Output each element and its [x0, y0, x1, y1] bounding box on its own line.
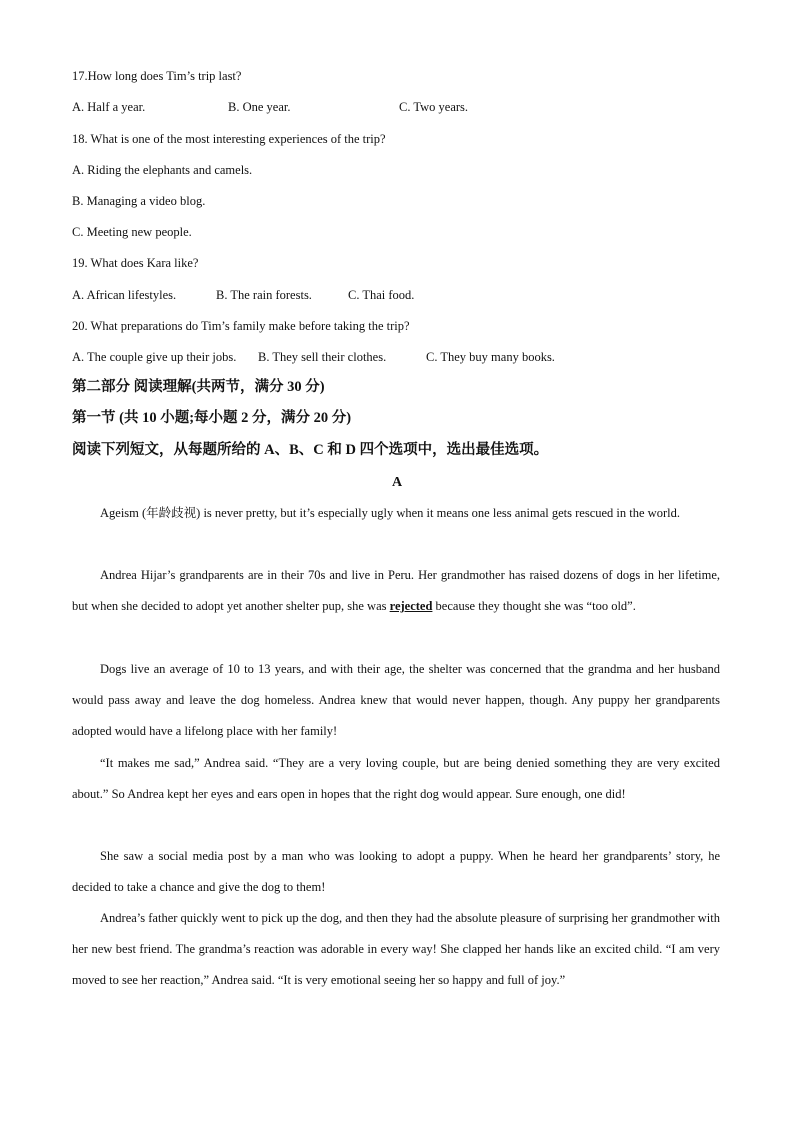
passage-paragraph-2-before: Andrea Hijar’s grandparents are in their 70s and live in Peru. Her grandmother has raised dozens of dogs in her lifetime, but when she decided to adopt yet another shelter pup, she was — [72, 568, 720, 614]
question-20-option-b: B. They sell their clothes. — [258, 350, 387, 364]
question-18-option-c: C. Meeting new people. — [72, 225, 192, 239]
passage-label: A — [391, 475, 403, 490]
passage-paragraph-3: Dogs live an average of 10 to 13 years, and with their age, the shelter was concerned that the grandma and her husband would pass away and leave the dog homeless. Andrea knew that would never happen, though. Any puppy her grandparents adopted would have a lifelong place with her family! — [72, 662, 720, 739]
question-17-option-c: C. Two years. — [399, 100, 469, 114]
question-18-stem: 18. What is one of the most interesting experiences of the trip? — [72, 132, 386, 146]
question-20-stem: 20. What preparations do Tim’s family make before taking the trip? — [72, 319, 410, 333]
question-19-option-c: C. Thai food. — [348, 288, 415, 302]
passage-paragraph-6: Andrea’s father quickly went to pick up the dog, and then they had the absolute pleasure of surprising her grandmother with her new best friend. The grandma’s reaction was adorable in every way! She clapped her hands like an excited child. “I am very moved to see her reaction,” Andrea said. “It is very emotional seeing her so happy and full of joy.” — [72, 911, 720, 988]
question-18-option-a: A. Riding the elephants and camels. — [72, 163, 253, 177]
question-19-option-a: A. African lifestyles. — [72, 288, 177, 302]
subsection-title: 第一节 (共 10 小题;每小题 2 分，满分 20 分) — [72, 410, 352, 426]
question-20-option-c: C. They buy many books. — [426, 350, 555, 364]
question-17-option-a: A. Half a year. — [72, 100, 146, 114]
question-20-option-a: A. The couple give up their jobs. — [72, 350, 237, 364]
question-17-stem: 17.How long does Tim’s trip last? — [72, 69, 242, 83]
passage-paragraph-5: She saw a social media post by a man who was looking to adopt a puppy. When he heard her grandparents’ story, he decided to take a chance and give the dog to them! — [72, 849, 720, 895]
passage-paragraph-2 — [72, 560, 720, 622]
passage-paragraph-1: Ageism (年龄歧视) is never pretty, but it’s especially ugly when it means one less animal gets rescued in the world. — [100, 506, 680, 520]
question-17-option-b: B. One year. — [228, 100, 291, 114]
passage-paragraph-2-after: because they thought she was “too old”. — [432, 599, 636, 614]
part-title: 第二部分 阅读理解(共两节，满分 30 分) — [72, 379, 325, 395]
keyword-rejected: rejected — [389, 599, 433, 614]
question-18-option-b: B. Managing a video blog. — [72, 194, 206, 208]
passage-paragraph-4: “It makes me sad,” Andrea said. “They are a very loving couple, but are being denied something they are very excited about.” So Andrea kept her eyes and ears open in hopes that the right dog would appear. Sure enough, one did! — [72, 756, 720, 802]
question-19-stem: 19. What does Kara like? — [72, 256, 199, 270]
reading-instruction: 阅读下列短文，从每题所给的 A、B、C 和 D 四个选项中，选出最佳选项。 — [72, 442, 549, 458]
question-19-option-b: B. The rain forests. — [216, 288, 312, 302]
